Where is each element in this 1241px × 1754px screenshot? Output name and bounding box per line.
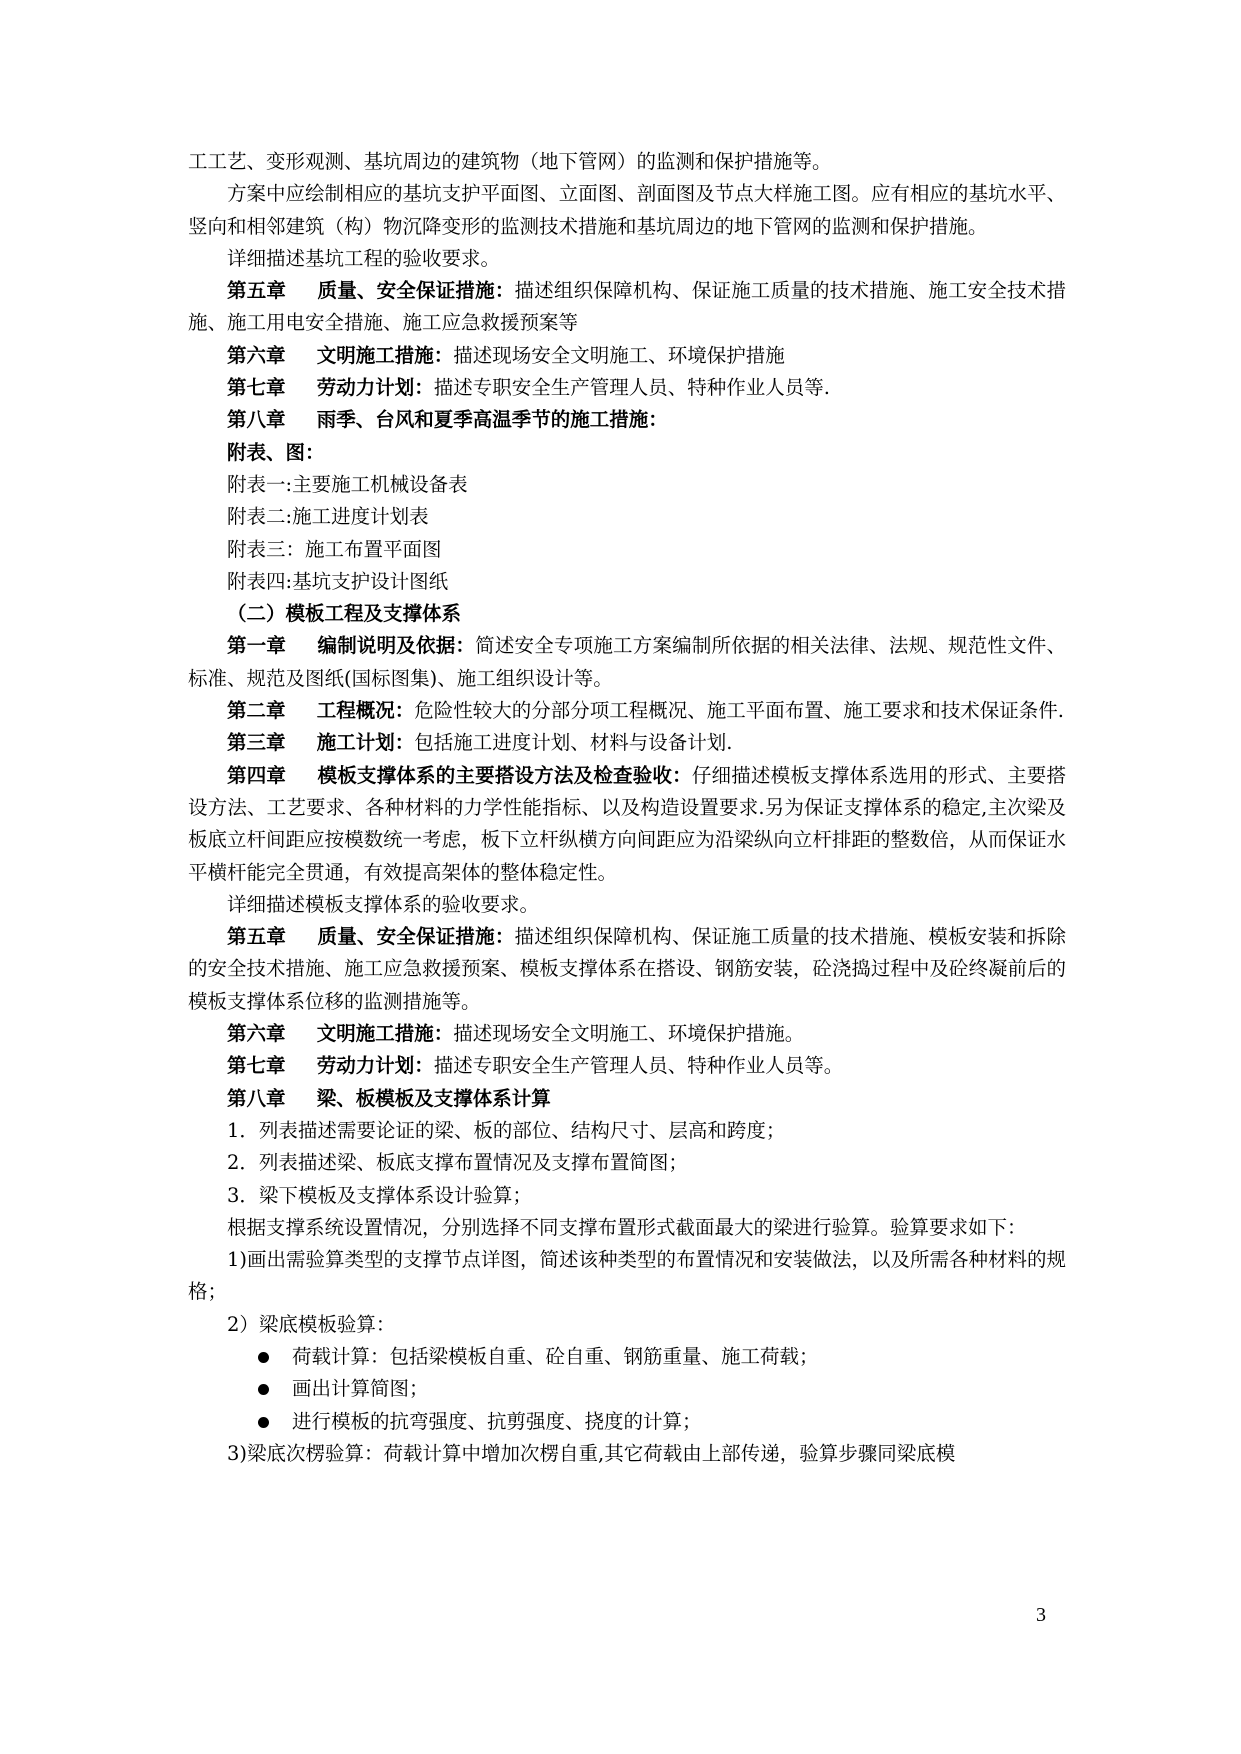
appendix-item: 附表四:基坑支护设计图纸 xyxy=(227,569,449,593)
chapter-body: 危险性较大的分部分项工程概况、施工平面布置、施工要求和技术保证条件. xyxy=(414,699,1064,723)
chapter-body: 描述组织保障机构、保证施工质量的技术措施、模板安装和拆除的安全技术措施、施工应急救援预案、模板支撑体系在搭设、钢筋安装，砼浇捣过程中及砼终凝前后的模板支撑体系位移的监测措施等。 xyxy=(188,925,1066,1013)
paragraph: 详细描述模板支撑体系的验收要求。 xyxy=(227,892,540,916)
appendix-item: 附表一:主要施工机械设备表 xyxy=(227,472,468,496)
paragraph: 方案中应绘制相应的基坑支护平面图、立面图、剖面图及节点大样施工图。应有相应的基坑水平、竖向和相邻建筑（构）物沉降变形的监测技术措施和基坑周边的地下管网的监测和保护措施。 xyxy=(188,182,1066,238)
bullet-text: 进行模板的抗弯强度、抗剪强度、挠度的计算； xyxy=(292,1409,702,1433)
chapter-title: 第八章 xyxy=(227,408,286,432)
chapter-heading: 梁、板模板及支撑体系计算 xyxy=(316,1086,551,1110)
bullet-item xyxy=(258,1406,1066,1438)
chapter-heading: 文明施工措施： xyxy=(316,1022,454,1046)
chapter-title: 第八章 xyxy=(227,1086,286,1110)
chapter-1-basis xyxy=(188,630,1066,695)
appendix-heading: 附表、图： xyxy=(227,440,325,464)
paragraph: 根据支撑系统设置情况，分别选择不同支撑布置形式截面最大的梁进行验算。验算要求如下： xyxy=(227,1215,1027,1239)
chapter-title: 第一章 xyxy=(227,634,287,658)
chapter-4-methods xyxy=(188,760,1066,889)
bullet-text: 荷载计算：包括梁模板自重、砼自重、钢筋重量、施工荷载； xyxy=(292,1344,819,1368)
sub-item: 1)画出需验算类型的支撑节点详图，简述该种类型的布置情况和安装做法，以及所需各种材料的规格； xyxy=(188,1248,1067,1304)
chapter-title: 第七章 xyxy=(227,376,286,400)
chapter-heading: 文明施工措施： xyxy=(316,343,454,367)
chapter-heading: 模板支撑体系的主要搭设方法及检查验收： xyxy=(317,763,692,787)
appendix-item: 附表二:施工进度计划表 xyxy=(227,505,429,529)
chapter-6-civilized xyxy=(188,340,1066,372)
chapter-title: 第六章 xyxy=(227,343,286,367)
chapter-heading: 施工计划： xyxy=(316,731,415,755)
chapter-8-calculation xyxy=(188,1083,1066,1115)
chapter-heading: 工程概况： xyxy=(316,699,415,723)
chapter-heading: 编制说明及依据： xyxy=(317,634,476,658)
chapter-5-quality-safety xyxy=(188,275,1066,340)
chapter-7-labor xyxy=(188,1050,1066,1082)
sub-item: 3)梁底次楞验算：荷载计算中增加次楞自重,其它荷载由上部传递，验算步骤同梁底模 xyxy=(227,1441,956,1465)
chapter-title: 第五章 xyxy=(227,925,287,949)
chapter-body: 描述专职安全生产管理人员、特种作业人员等. xyxy=(433,376,830,400)
bullet-item xyxy=(258,1341,1066,1373)
chapter-2-overview xyxy=(188,695,1066,727)
chapter-body: 包括施工进度计划、材料与设备计划. xyxy=(414,731,733,755)
numbered-item: 3．梁下模板及支撑体系设计验算； xyxy=(227,1183,532,1207)
chapter-heading: 劳动力计划： xyxy=(316,1054,434,1078)
page-number: 3 xyxy=(1036,1604,1046,1626)
bullet-icon xyxy=(258,1417,269,1428)
chapter-heading: 雨季、台风和夏季高温季节的施工措施： xyxy=(316,408,668,432)
chapter-body: 描述组织保障机构、保证施工质量的技术措施、施工安全技术措施、施工用电安全措施、施工应急救援预案等 xyxy=(188,279,1066,335)
chapter-body: 简述安全专项施工方案编制所依据的相关法律、法规、规范性文件、标准、规范及图纸(国标图集)、施工组织设计等。 xyxy=(188,634,1066,690)
chapter-body: 仔细描述模板支撑体系选用的形式、主要搭设方法、工艺要求、各种材料的力学性能指标、以及构造设置要求.另为保证支撑体系的稳定,主次梁及板底立杆间距应按模数统一考虑，板下立杆纵横方向间距应为沿梁纵向立杆排距的整数倍，从而保证水平横杆能完全贯通，有效提高架体的整体稳定性。 xyxy=(188,763,1066,884)
bullet-text: 画出计算简图； xyxy=(292,1377,429,1401)
paragraph: 工工艺、变形观测、基坑周边的建筑物（地下管网）的监测和保护措施等。 xyxy=(188,150,832,173)
sub-item: 2）梁底模板验算： xyxy=(227,1312,396,1336)
numbered-item: 2．列表描述梁、板底支撑布置情况及支撑布置简图； xyxy=(227,1151,688,1175)
bullet-icon xyxy=(258,1352,269,1363)
chapter-body: 描述现场安全文明施工、环境保护措施。 xyxy=(453,1022,805,1046)
chapter-title: 第五章 xyxy=(227,279,287,303)
chapter-heading: 劳动力计划： xyxy=(316,376,434,400)
document-page xyxy=(188,146,1066,1470)
chapter-3-plan xyxy=(188,727,1066,759)
bullet-list xyxy=(188,1341,1066,1438)
chapter-title: 第四章 xyxy=(227,763,287,787)
bullet-item xyxy=(258,1373,1066,1405)
chapter-8-seasonal xyxy=(188,404,1066,436)
chapter-5-quality-safety xyxy=(188,921,1066,1018)
appendix-item: 附表三：施工布置平面图 xyxy=(227,537,442,561)
chapter-heading: 质量、安全保证措施： xyxy=(317,279,515,303)
chapter-7-labor xyxy=(188,372,1066,404)
chapter-title: 第六章 xyxy=(227,1022,286,1046)
chapter-title: 第三章 xyxy=(227,731,286,755)
chapter-title: 第七章 xyxy=(227,1054,286,1078)
numbered-item: 1．列表描述需要论证的梁、板的部位、结构尺寸、层高和跨度； xyxy=(227,1118,786,1142)
chapter-body: 描述现场安全文明施工、环境保护措施 xyxy=(453,343,785,367)
chapter-title: 第二章 xyxy=(227,699,286,723)
bullet-icon xyxy=(258,1384,269,1395)
paragraph: 详细描述基坑工程的验收要求。 xyxy=(227,246,501,270)
chapter-heading: 质量、安全保证措施： xyxy=(317,925,515,949)
chapter-6-civilized xyxy=(188,1018,1066,1050)
chapter-body: 描述专职安全生产管理人员、特种作业人员等。 xyxy=(433,1054,844,1078)
section-heading: （二）模板工程及支撑体系 xyxy=(227,602,462,626)
